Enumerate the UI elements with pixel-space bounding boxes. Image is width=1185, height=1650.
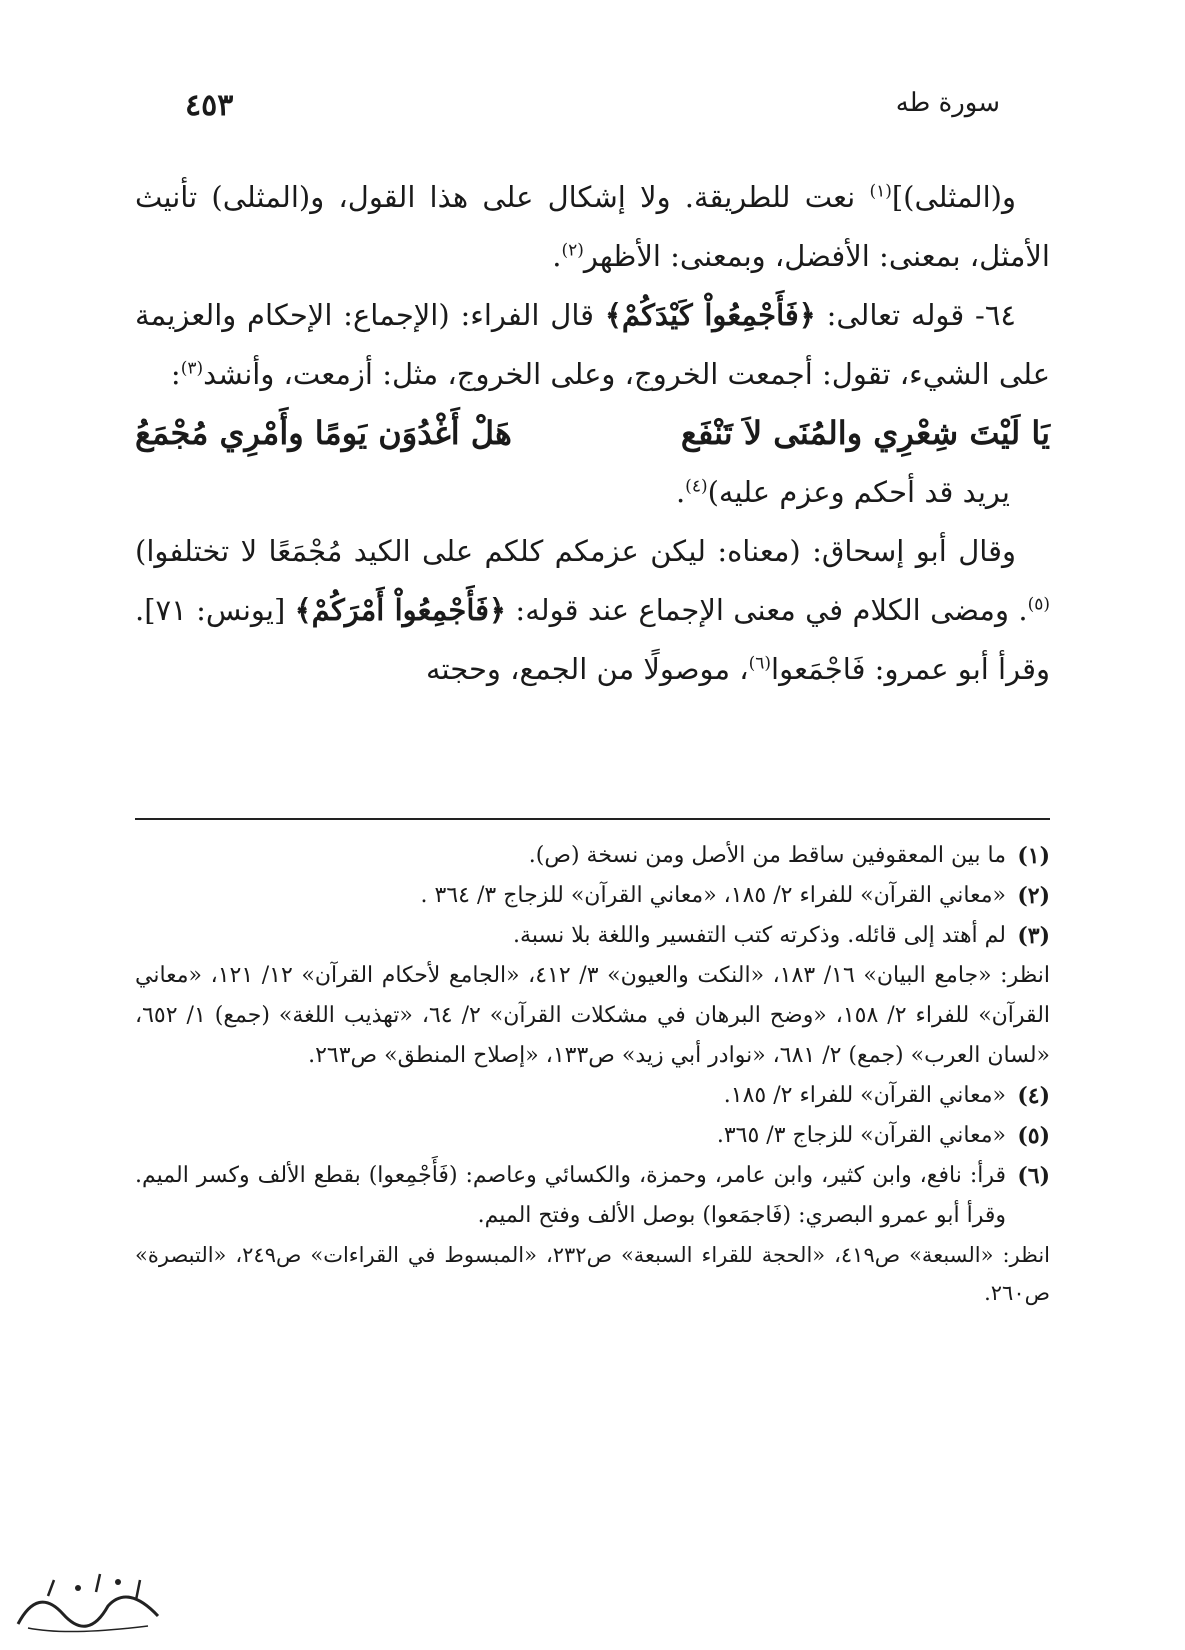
footnote-3 [135,916,1050,956]
paragraph-1 [135,168,1050,286]
footnote-number: (١) [1017,843,1050,869]
footnote-number: (٦) [1017,1163,1050,1189]
text-run: قال الفراء: (الإجماع: الإحكام والعزيمة على الشيء، تقول: أجمعت الخروج، وعلى الخروج، مثل: أزمعت، وأنشد [135,298,1050,391]
footnote-1 [135,836,1050,876]
footnote-6 [135,1156,1050,1236]
footnote-number: (٢) [1017,883,1050,909]
text-run: ، موصولًا من الجمع، وحجته [425,652,749,686]
paragraph-2 [135,286,1050,404]
footnote-ref: (١) [869,181,892,202]
footnotes [135,836,1050,1312]
text-run: وقال أبو إسحاق: (معناه: ليكن عزمكم كلكم على الكيد مُجْمَعًا لا تختلفوا) [135,534,1016,568]
verse-explanation [135,463,1050,522]
page-header [185,88,1000,128]
footnote-number: (٤) [1017,1083,1050,1109]
poetry-verse [135,404,1050,463]
footnote-text: «معاني القرآن» للفراء ٢/ ١٨٥. [723,1083,1006,1108]
footnote-3-sources: انظر: «جامع البيان» ١٦/ ١٨٣، «النكت والعيون» ٣/ ٤١٢، «الجامع لأحكام القرآن» ١٢/ ١٢١، «معاني القرآن» للفراء ٢/ ١٥٨، «وضح البرهان في مشكلات القرآن» ٢/ ٦٤، «تهذيب اللغة» (جمع) ١/ ٦٥٢، «لسان العرب» (جمع) ٢/ ٦٨١، «نوادر أبي زيد» ص١٣٣، «إصلاح المنطق» ص٢٦٣. [135,963,1051,1068]
text-run: نعت للطريقة. ولا إشكال على هذا القول، و(المثلى) تأنيث الأمثل، بمعنى: الأفضل، وبمعنى: الأظهر [135,180,1050,273]
footnote-ref: (٣) [180,358,204,379]
surah-title: سورة طه [895,88,1000,118]
footnote-text: «معاني القرآن» للزجاج ٣/ ٣٦٥. [716,1123,1006,1148]
text-run: . ومضى الكلام في معنى الإجماع عند قوله: [506,593,1028,627]
footnote-number: (٣) [1017,923,1050,949]
text-run: . [675,475,686,509]
footnote-ref: (٦) [748,653,772,674]
footnote-5 [135,1116,1050,1156]
footnote-ref: (٢) [561,240,584,261]
text-run: يريد قد أحكم وعزم عليه) [707,475,1010,509]
footnote-text: قرأ: نافع، وابن كثير، وابن عامر، وحمزة، والكسائي وعاصم: (فَأَجْمِعوا) بقطع الألف وكسر الميم. وقرأ أبو عمرو البصري: (فَاجمَعوا) بوصل الألف وفتح الميم. [135,1163,1006,1228]
footnote-ref: (٤) [685,476,708,497]
paragraph-3 [135,522,1050,699]
footnote-text: ما بين المعقوفين ساقط من الأصل ومن نسخة (ص). [528,843,1006,868]
quran-quote: ﴿فَأَجْمِعُواْ أَمْرَكُمْ﴾ [294,593,507,627]
text-run: و(المثلى)] [891,180,1016,214]
text-run: . [552,239,562,273]
text-run: ٦٤- قوله تعالى: [815,298,1016,332]
footnote-separator [135,818,1050,820]
footnote-text: لم أهتد إلى قائله. وذكرته كتب التفسير واللغة بلا نسبة. [513,923,1006,948]
main-text [135,168,1050,699]
page-number: ٤٥٣ [185,88,234,123]
footnote-ref: (٥) [1027,594,1050,615]
text-run: : [170,357,181,391]
footnote-4 [135,1076,1050,1116]
publisher-logo [8,1566,168,1640]
footnote-text: «معاني القرآن» للفراء ٢/ ١٨٥، «معاني القرآن» للزجاج ٣/ ٣٦٤ . [420,883,1006,908]
footnote-2 [135,876,1050,916]
verse-second-hemistich: هَلْ أَغْدُوَن يَومًا وأَمْرِي مُجْمَعُ [135,414,512,452]
footnote-6-sources: انظر: «السبعة» ص٤١٩، «الحجة للقراء السبعة» ص٢٣٢، «المبسوط في القراءات» ص٢٤٩، «التبصرة» ص٢٦٠. [135,1243,1051,1305]
text-run: [يونس: ٧١]. وقرأ أبو عمرو: فَاجْمَعوا [135,593,1050,686]
verse-first-hemistich: يَا لَيْتَ شِعْرِي والمُنَى لاَ تَنْفَع [680,414,1050,452]
quran-quote: ﴿فَأَجْمِعُواْ كَيْدَكُمْ﴾ [604,298,816,332]
footnote-number: (٥) [1017,1123,1050,1149]
